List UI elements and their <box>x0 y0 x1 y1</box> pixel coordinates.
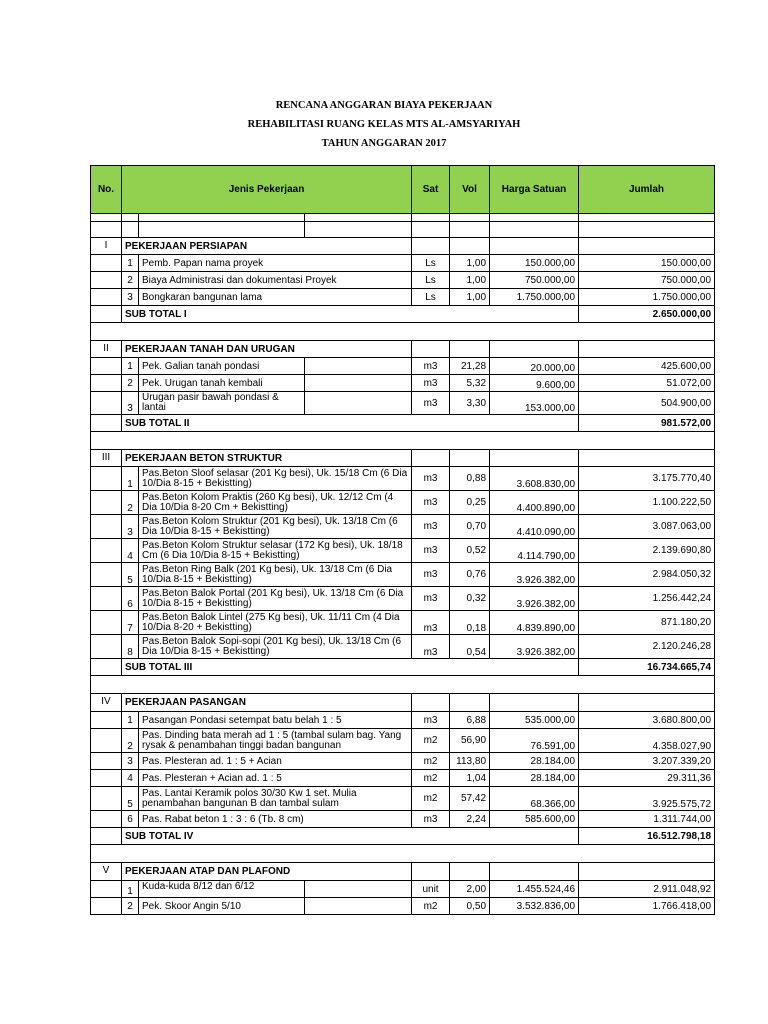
section-row <box>91 694 715 712</box>
header-jenis: Jenis Pekerjaan <box>122 166 412 214</box>
table-row: 2 Pek. Urugan tanah kembali m3 5,32 9.600,00 51.072,00 <box>91 375 715 392</box>
table-row: 2 Pek. Skoor Angin 5/10 m2 0,50 3.532.836,00 1.766.418,00 <box>91 898 715 915</box>
table-row: 2 Pas. Dinding bata merah ad 1 : 5 (tambal sulam bag. Yang rysak & penambahan tinggi badan bangunan m2 56,90 76.591,00 4.358.027,90 <box>91 729 715 753</box>
table-row: 4 Pas.Beton Kolom Struktur selasar (172 Kg besi), Uk. 18/18 Cm (6 Dia 10/Dia 8-15 + Bekistting) m3 0,52 4.114.790,00 2.139.690,80 <box>91 539 715 563</box>
spacer-row <box>91 222 715 238</box>
table-row: 1 Pek. Galian tanah pondasi m3 21,28 20.000,00 425.600,00 <box>91 358 715 375</box>
table-row: 6 Pas.Beton Balok Portal (201 Kg besi), Uk. 13/18 Cm (6 Dia 10/Dia 8-15 + Bekistting) m3 0,32 3.926.382,00 1.256.442,24 <box>91 587 715 611</box>
table-row: 2 Pas.Beton Kolom Praktis (260 Kg besi), Uk. 12/12 Cm (4 Dia 10/Dia 8-20 Cm + Bekistting) m3 0,25 4.400.890,00 1.100.222,50 <box>91 491 715 515</box>
table-header <box>91 166 715 214</box>
section-title: PEKERJAAN TANAH DAN URUGAN <box>122 341 412 358</box>
section-no: II <box>91 341 122 358</box>
document-title <box>0 96 768 153</box>
table-row: 5 Pas. Lantai Keramik polos 30/30 Kw 1 set. Mulia penambahan bangunan B dan tambal sulam m2 57,42 68.366,00 3.925.575,72 <box>91 787 715 811</box>
header-sat: Sat <box>412 166 450 214</box>
header-no: No. <box>91 166 122 214</box>
table-row: 1 Pemb. Papan nama proyek Ls 1,00 150.000,00 150.000,00 <box>91 255 715 272</box>
spacer-row <box>91 845 715 863</box>
table-row: 1 Kuda-kuda 8/12 dan 6/12 unit 2,00 1.455.524,46 2.911.048,92 <box>91 881 715 898</box>
table-row: 3 Pas. Plesteran ad. 1 : 5 + Acian m2 113,80 28.184,00 3.207.339,20 <box>91 753 715 770</box>
section-row <box>91 863 715 881</box>
spacer-row <box>91 676 715 694</box>
table-row: 1 Pas.Beton Sloof selasar (201 Kg besi), Uk. 15/18 Cm (6 Dia 10/Dia 8-15 + Bekistting) m3 0,88 3.608.830,00 3.175.770,40 <box>91 467 715 491</box>
section-no: III <box>91 450 122 467</box>
table-row: 5 Pas.Beton Ring Balk (201 Kg besi), Uk. 13/18 Cm (6 Dia 10/Dia 8-15 + Bekistting) m3 0,76 3.926.382,00 2.984.050,32 <box>91 563 715 587</box>
spacer-row <box>91 323 715 341</box>
header-vol: Vol <box>450 166 490 214</box>
section-no: IV <box>91 694 122 712</box>
table-row: 3 Pas.Beton Kolom Struktur (201 Kg besi), Uk. 13/18 Cm (6 Dia 10/Dia 8-15 + Bekistting) m3 0,70 4.410.090,00 3.087.063,00 <box>91 515 715 539</box>
section-title: PEKERJAAN ATAP DAN PLAFOND <box>122 863 412 881</box>
section-row <box>91 238 715 255</box>
subtotal-row: SUB TOTAL III 16.734.665,74 <box>91 659 715 676</box>
budget-table <box>90 165 715 915</box>
table-row: 3 Urugan pasir bawah pondasi & lantai m3 3,30 153.000,00 504.900,00 <box>91 392 715 415</box>
section-title: PEKERJAAN PASANGAN <box>122 694 412 712</box>
title-line-1: RENCANA ANGGARAN BIAYA PEKERJAAN <box>275 100 493 111</box>
section-title: PEKERJAAN PERSIAPAN <box>122 238 412 255</box>
section-no: V <box>91 863 122 881</box>
spacer-row <box>91 214 715 222</box>
section-row <box>91 341 715 358</box>
table-row: 8 Pas.Beton Balok Sopi-sopi (201 Kg besi), Uk. 13/18 Cm (6 Dia 10/Dia 8-15 + Bekistting) m3 0,54 3.926.382,00 2.120.246,28 <box>91 635 715 659</box>
title-line-2: REHABILITASI RUANG KELAS MTS AL-AMSYARIYAH <box>247 119 521 130</box>
header-jumlah: Jumlah <box>579 166 715 214</box>
section-title: PEKERJAAN BETON STRUKTUR <box>122 450 412 467</box>
subtotal-row: SUB TOTAL I 2.650.000,00 <box>91 306 715 323</box>
table-row: 7 Pas.Beton Balok Lintel (275 Kg besi), Uk. 11/11 Cm (4 Dia 10/Dia 8-20 + Bekistting) m3 0,18 4.839.890,00 871.180,20 <box>91 611 715 635</box>
table-row: 1 Pasangan Pondasi setempat batu belah 1 : 5 m3 6,88 535.000,00 3.680.800,00 <box>91 712 715 729</box>
header-harga: Harga Satuan <box>490 166 579 214</box>
table-row: 6 Pas. Rabat beton 1 : 3 : 6 (Tb. 8 cm) m3 2,24 585.600,00 1.311.744,00 <box>91 811 715 828</box>
subtotal-row: SUB TOTAL II 981.572,00 <box>91 415 715 432</box>
table-row: 3 Bongkaran bangunan lama Ls 1,00 1.750.000,00 1.750.000,00 <box>91 289 715 306</box>
section-no: I <box>91 238 122 255</box>
table-row: 4 Pas. Plesteran + Acian ad. 1 : 5 m2 1,04 28.184,00 29.311,36 <box>91 770 715 787</box>
subtotal-row: SUB TOTAL IV 16.512.798,18 <box>91 828 715 845</box>
spacer-row <box>91 432 715 450</box>
section-row <box>91 450 715 467</box>
table-row: 2 Biaya Administrasi dan dokumentasi Proyek Ls 1,00 750.000,00 750.000,00 <box>91 272 715 289</box>
title-line-3: TAHUN ANGGARAN 2017 <box>321 138 447 149</box>
